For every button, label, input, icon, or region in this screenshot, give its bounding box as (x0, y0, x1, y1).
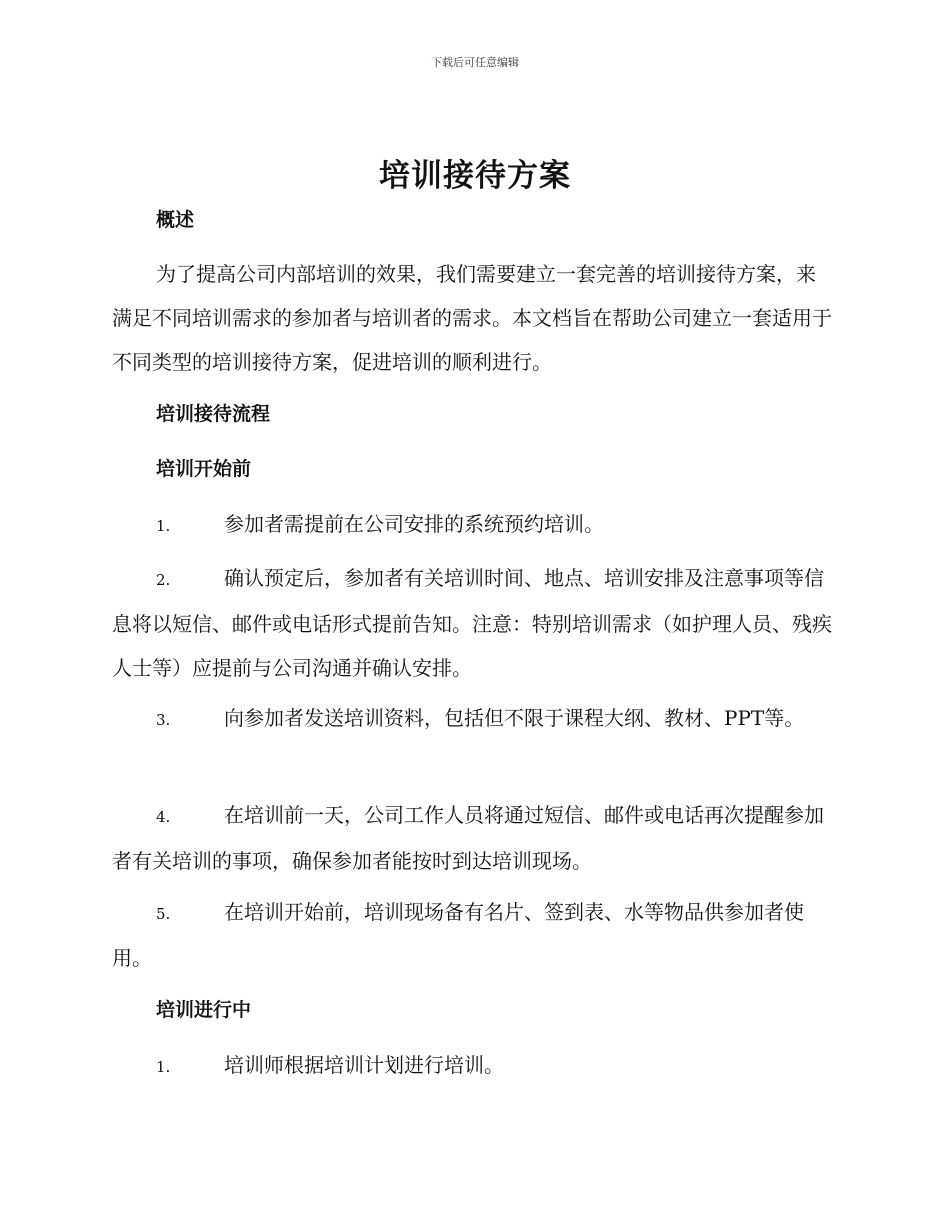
list-item-text: 在培训前一天，公司工作人员将通过短信、邮件或电话再次提醒参加者有关培训的事项，确保参加者能按时到达培训现场。 (112, 803, 824, 873)
heading-during-training: 培训进行中 (156, 999, 252, 1021)
list-item (112, 556, 834, 690)
list-item (112, 890, 834, 980)
list-item-text: 确认预定后，参加者有关培训时间、地点、培训安排及注意事项等信息将以短信、邮件或电话形式提前告知。注意：特别培训需求（如护理人员、残疾人士等）应提前与公司沟通并确认安排。 (112, 566, 832, 680)
list-item (112, 696, 834, 742)
list-item-text: 参加者需提前在公司安排的系统预约培训。 (224, 512, 604, 536)
heading-overview: 概述 (156, 209, 195, 231)
list-item-number: 3. (156, 711, 171, 729)
list-item-text: 在培训开始前，培训现场备有名片、签到表、水等物品供参加者使用。 (112, 900, 804, 970)
overview-paragraph: 为了提高公司内部培训的效果，我们需要建立一套完善的培训接待方案，来满足不同培训需求的参加者与培训者的需求。本文档旨在帮助公司建立一套适用于不同类型的培训接待方案，促进培训的顺利进行。 (112, 262, 832, 374)
header-note: 下载后可任意编辑 (431, 56, 519, 69)
list-item (112, 793, 834, 883)
list-item-number: 2. (156, 571, 171, 589)
list-item (112, 1043, 834, 1089)
list-item-number: 5. (156, 905, 171, 923)
list-item (112, 502, 834, 548)
list-item-text: 培训师根据培训计划进行培训。 (224, 1053, 504, 1077)
list-item-number: 1. (156, 517, 171, 535)
heading-process: 培训接待流程 (156, 403, 271, 425)
list-item-number: 1. (156, 1058, 171, 1076)
list-item-number: 4. (156, 808, 171, 826)
heading-before-training: 培训开始前 (156, 458, 252, 480)
document-title: 培训接待方案 (379, 158, 571, 194)
list-item-text: 向参加者发送培训资料，包括但不限于课程大纲、教材、PPT等。 (224, 706, 805, 730)
